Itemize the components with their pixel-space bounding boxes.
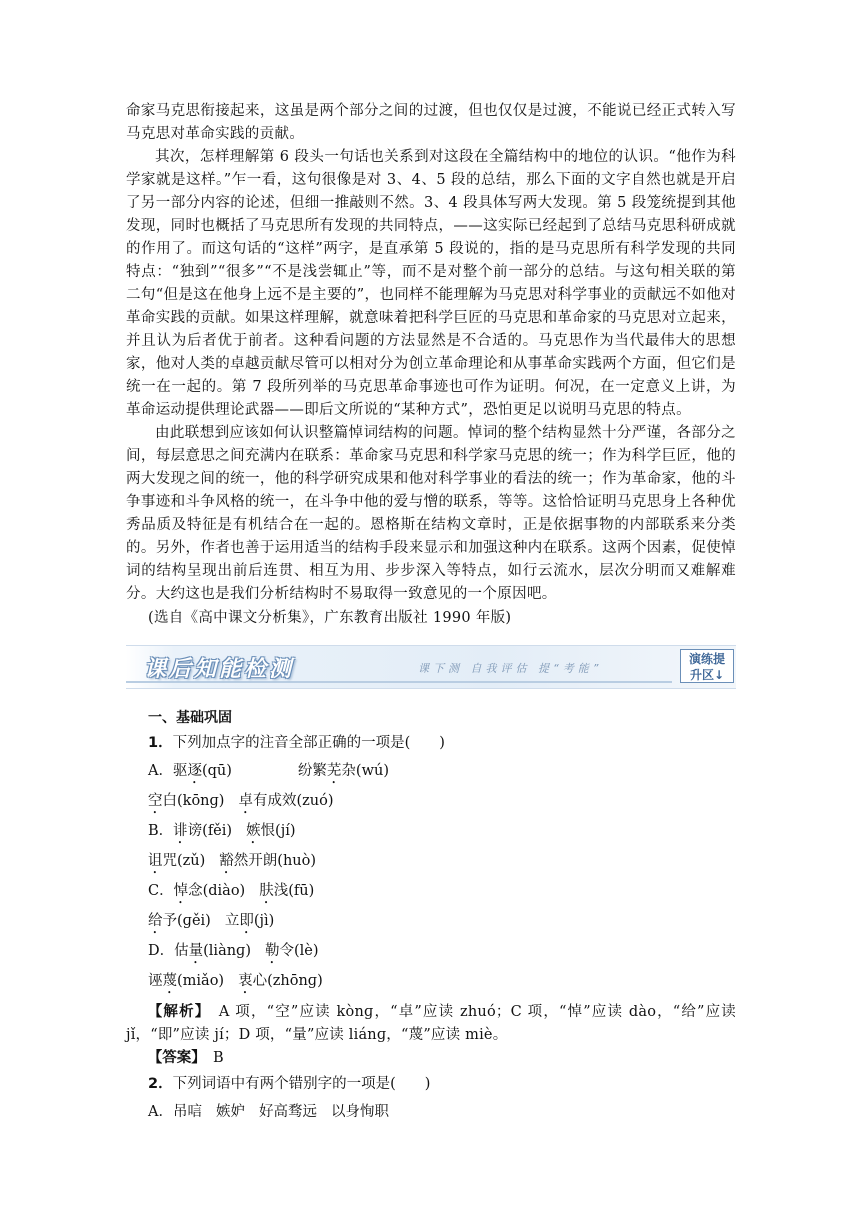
question-2-text: 下列词语中有两个错别字的一项是( ) bbox=[172, 1076, 431, 1092]
question-1 bbox=[148, 729, 736, 757]
banner-subtitle: 课下测 自我评估 提“考能” bbox=[418, 662, 603, 675]
section-banner bbox=[126, 645, 736, 689]
q2-option-a-item-2: 嫉妒 bbox=[215, 1104, 245, 1120]
option-a-item-2: 纷繁芜杂(wú) bbox=[297, 763, 389, 779]
option-c-row-1 bbox=[148, 877, 736, 907]
option-b-row-2 bbox=[148, 847, 736, 877]
question-2 bbox=[148, 1070, 736, 1098]
down-arrow-icon: ↓ bbox=[713, 668, 725, 682]
article-paragraph-2: 其次，怎样理解第 6 段头一句话也关系到对这段在全篇结构中的地位的认识。“他作为科学家就是这样。”乍一看，这句很像是对 3、4、5 段的总结，那么下面的文字自然也就是开启了另一部分内容的论述，但细一推敲则不然。3、4 段具体写两大发现。第 5 段笼统提到其他发现，同时也概括了马克思所有发现的共同特点，——这实际已经起到了总结马克思科研成就的作用了。而这句话的“这样”两字，是直承第 5 段说的，指的是马克思所有科学发现的共同特点：“独到”“很多”“不是浅尝辄止”等，而不是对整个前一部分的总结。与这句相关联的第二句“但是这在他身上远不是主要的”，也同样不能理解为马克思对科学事业的贡献远不如他对革命实践的贡献。如果这样理解，就意味着把科学巨匠的马克思和革命家的马克思对立起来，并且认为后者优于前者。这种看问题的方法显然是不合适的。马克思作为当代最伟大的思想家，他对人类的卓越贡献尽管可以相对分为创立革命理论和从事革命实践两个方面，但它们是统一在一起的。第 7 段所列举的马克思革命事迹也可作为证明。何况，在一定意义上讲，为革命运动提供理论武器——即后文所说的“某种方式”，恐怕更足以说明马克思的特点。 bbox=[126, 149, 736, 418]
q2-option-a-letter: A． bbox=[148, 1104, 173, 1120]
badge-line-2 bbox=[681, 667, 733, 683]
option-a-item-3: 空白(kōnɡ) bbox=[148, 793, 225, 809]
question-1-text: 下列加点字的注音全部正确的一项是( ) bbox=[172, 735, 445, 751]
q2-option-a-item-3: 好高骛远 bbox=[258, 1104, 317, 1120]
question-1-answer bbox=[126, 1047, 736, 1070]
option-b-row-1 bbox=[148, 817, 736, 847]
option-d-item-1: 估量(liànɡ) bbox=[174, 943, 251, 959]
article-paragraph-1: 命家马克思衔接起来，这虽是两个部分之间的过渡，但也仅仅是过渡，不能说已经正式转入写马克思对革命实践的贡献。 bbox=[126, 103, 736, 142]
option-b-item-3: 诅咒(zǔ) bbox=[148, 853, 206, 869]
article-source: (选自《高中课文分析集》，广东教育出版社 1990 年版) bbox=[148, 610, 512, 626]
option-c-item-3: 给予(ɡěi) bbox=[148, 913, 211, 929]
q2-option-a-item-1: 吊唁 bbox=[172, 1104, 202, 1120]
option-d-item-4: 衷心(zhōnɡ) bbox=[238, 973, 323, 989]
option-b-item-4: 豁然开朗(huò) bbox=[219, 853, 317, 869]
question-1-analysis bbox=[126, 1001, 736, 1047]
banner-badge bbox=[680, 649, 734, 683]
article-paragraph-3: 由此联想到应该如何认识整篇悼词结构的问题。悼词的整个结构显然十分严谨，各部分之间，每层意思之间充满内在联系：革命家马克思和科学家马克思的统一；作为科学巨匠，他的两大发现之间的统一，他的科学研究成果和他对科学事业的看法的统一；作为革命家，他的斗争事迹和斗争风格的统一，在斗争中他的爱与憎的联系，等等。这恰恰证明马克思身上各种优秀品质及特征是有机结合在一起的。恩格斯在结构文章时，正是依据事物的内部联系来分类的。另外，作者也善于运用适当的结构手段来显示和加强这种内在联系。这两个因素，促使悼词的结构呈现出前后连贯、相互为用、步步深入等特点，如行云流水，层次分明而又难解难分。大约这也是我们分析结构时不易取得一致意见的一个原因吧。 bbox=[126, 425, 736, 602]
banner-title: 课后知能检测 bbox=[144, 657, 295, 682]
badge-line-1: 演练提 bbox=[688, 652, 725, 666]
question-1-number: 1． bbox=[148, 735, 173, 751]
answer-value: B bbox=[213, 1050, 224, 1066]
analysis-tag: 【解析】 bbox=[147, 1004, 204, 1020]
exercise-section bbox=[126, 707, 736, 1126]
q2-option-a-item-4: 以身恂职 bbox=[330, 1104, 389, 1120]
option-b-letter: B． bbox=[148, 823, 174, 839]
option-a-letter: A． bbox=[148, 763, 173, 779]
option-c-item-4: 立即(jì) bbox=[224, 913, 275, 929]
option-a-item-1: 驱逐(qū) bbox=[172, 763, 232, 779]
option-c-letter: C． bbox=[148, 883, 174, 899]
analysis-text: A 项，“空”应读 kònɡ，“卓”应读 zhuó；C 项，“悼”应读 dào，“给”应读 jǐ，“即”应读 jí；D 项，“量”应读 liánɡ，“蔑”应读 miè。 bbox=[126, 1004, 736, 1043]
option-d-letter: D． bbox=[148, 943, 175, 959]
option-d-row-1 bbox=[148, 937, 736, 967]
option-d-row-2 bbox=[148, 967, 736, 997]
option-c-item-2: 肤浅(fū) bbox=[259, 883, 315, 899]
answer-tag: 【答案】 bbox=[147, 1050, 199, 1066]
question-2-option-a bbox=[148, 1098, 736, 1126]
option-c-row-2 bbox=[148, 907, 736, 937]
option-d-item-2: 勒令(lè) bbox=[265, 943, 319, 959]
badge-line-2-text: 升区 bbox=[689, 668, 714, 682]
question-1-options bbox=[148, 757, 736, 997]
option-c-item-1: 悼念(diào) bbox=[173, 883, 246, 899]
option-a-item-4: 卓有成效(zuó) bbox=[238, 793, 334, 809]
option-b-item-2: 嫉恨(jí) bbox=[246, 823, 296, 839]
section-heading: 一、基础巩固 bbox=[148, 710, 232, 726]
option-d-item-3: 诬蔑(miǎo) bbox=[148, 973, 225, 989]
option-b-item-1: 诽谤(fěi) bbox=[173, 823, 233, 839]
page-content bbox=[126, 100, 736, 1126]
question-2-number: 2． bbox=[148, 1076, 173, 1092]
option-a-row-2 bbox=[148, 787, 736, 817]
option-a-row-1 bbox=[148, 757, 736, 787]
